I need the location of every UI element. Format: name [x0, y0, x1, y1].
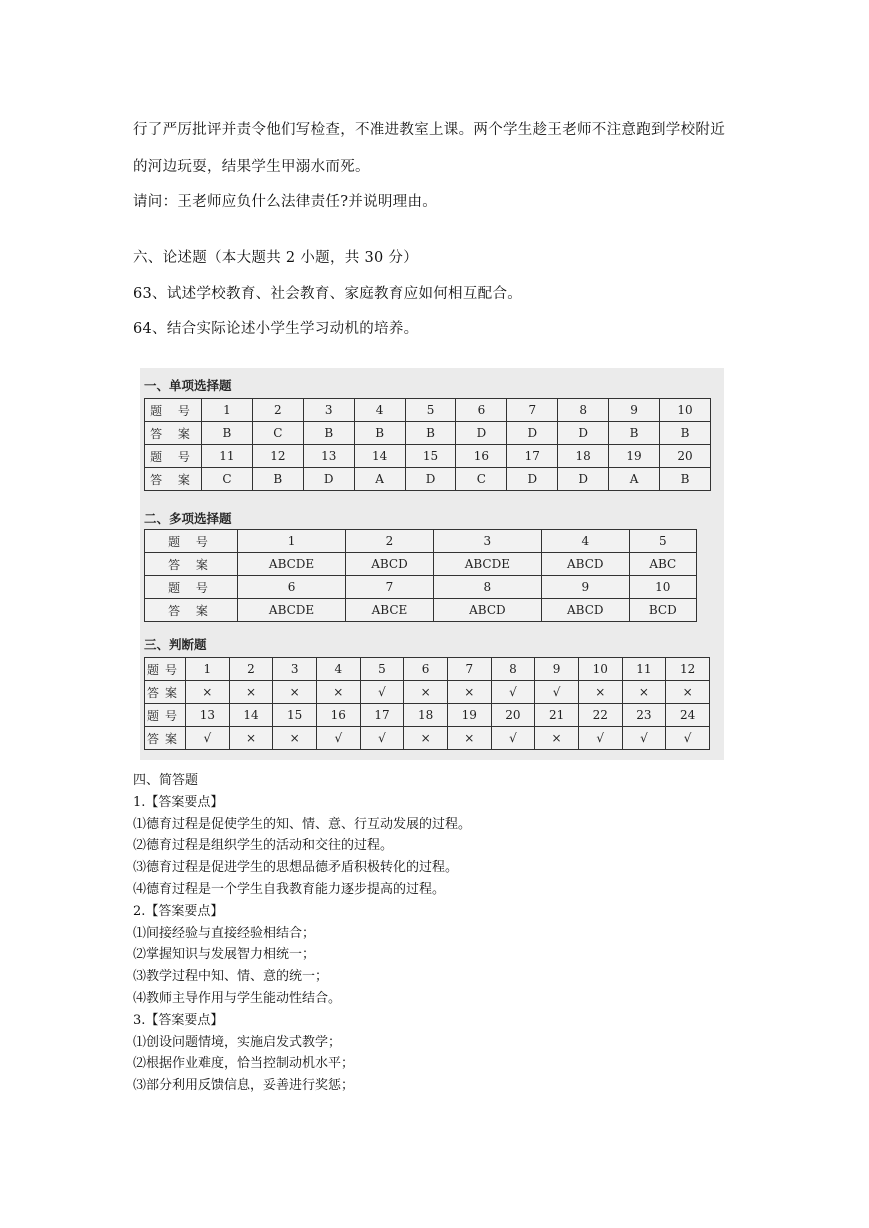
row-label: 答 案	[145, 422, 202, 445]
answer-row	[145, 727, 710, 750]
answer-cell: ×	[273, 681, 317, 704]
answer-cell: ×	[404, 727, 448, 750]
question-number-cell: 12	[252, 445, 303, 468]
answer-point-line: ⑵德育过程是组织学生的活动和交往的过程。	[133, 838, 394, 854]
answer-cell: √	[622, 727, 666, 750]
question-number-cell: 19	[447, 704, 491, 727]
single-choice-title: 一、单项选择题	[144, 378, 232, 393]
short-answer-section	[133, 770, 471, 1097]
answer-cell: C	[252, 422, 303, 445]
question-number-cell: 10	[660, 399, 711, 422]
question-number-cell: 21	[535, 704, 579, 727]
question-number-cell: 3	[303, 399, 354, 422]
answer-cell: √	[360, 727, 404, 750]
answer-cell: B	[660, 422, 711, 445]
row-label: 答 案	[145, 468, 202, 491]
answer-cell: A	[609, 468, 660, 491]
question-number-cell: 2	[346, 530, 434, 553]
question-number-cell: 8	[491, 658, 535, 681]
answer-cell: ×	[404, 681, 448, 704]
answer-cell: √	[666, 727, 710, 750]
answer-cell: D	[507, 468, 558, 491]
multi-choice-title: 二、多项选择题	[144, 511, 232, 526]
answer-cell: D	[405, 468, 456, 491]
answer-cell: ×	[229, 681, 273, 704]
question-number-cell: 18	[404, 704, 448, 727]
question-number-cell: 1	[238, 530, 346, 553]
question-number-cell: 11	[622, 658, 666, 681]
answer-point-line: ⑶部分利用反馈信息，妥善进行奖惩；	[133, 1078, 355, 1094]
number-row	[145, 399, 711, 422]
number-row	[145, 704, 710, 727]
answer-cell: ×	[229, 727, 273, 750]
row-label: 题号	[145, 658, 186, 681]
question-number-cell: 13	[303, 445, 354, 468]
answer-row	[145, 468, 711, 491]
question-64: 64、结合实际论述小学生学习动机的培养。	[133, 321, 419, 337]
question-number-cell: 3	[433, 530, 541, 553]
question-number-cell: 16	[456, 445, 507, 468]
answer-cell: ×	[273, 727, 317, 750]
answer-cell: B	[303, 422, 354, 445]
number-row	[145, 530, 697, 553]
answer-cell: D	[558, 468, 609, 491]
section-four-title: 四、简答题	[133, 773, 199, 788]
row-label: 题号	[145, 704, 186, 727]
answer-cell: √	[491, 727, 535, 750]
answer-point-line: 2.【答案要点】	[133, 903, 224, 919]
answer-cell: D	[558, 422, 609, 445]
answer-point-line: ⑷德育过程是一个学生自我教育能力逐步提高的过程。	[133, 881, 446, 897]
answer-cell: B	[405, 422, 456, 445]
question-number-cell: 6	[456, 399, 507, 422]
question-number-cell: 23	[622, 704, 666, 727]
answer-cell: ABCDE	[238, 553, 346, 576]
answer-cell: √	[360, 681, 404, 704]
question-number-cell: 18	[558, 445, 609, 468]
number-row	[145, 445, 711, 468]
answer-point-line: ⑶教学过程中知、情、意的统一；	[133, 969, 329, 985]
question-number-cell: 1	[186, 658, 230, 681]
question-number-cell: 5	[405, 399, 456, 422]
answer-cell: C	[202, 468, 253, 491]
question-text-line: 行了严厉批评并责令他们写检查，不准进教室上课。两个学生趁王老师不注意跑到学校附近	[133, 122, 725, 138]
question-prompt: 请问：王老师应负什么法律责任?并说明理由。	[133, 194, 438, 210]
answer-row	[145, 599, 697, 622]
answer-cell: D	[507, 422, 558, 445]
question-number-cell: 4	[316, 658, 360, 681]
question-number-cell: 9	[535, 658, 579, 681]
question-number-cell: 9	[541, 576, 629, 599]
question-number-cell: 8	[558, 399, 609, 422]
answer-cell: ×	[447, 681, 491, 704]
row-label: 题 号	[145, 576, 238, 599]
answer-cell: √	[186, 727, 230, 750]
question-number-cell: 20	[491, 704, 535, 727]
question-number-cell: 7	[346, 576, 434, 599]
answer-row	[145, 681, 710, 704]
question-number-cell: 2	[252, 399, 303, 422]
answer-cell: D	[303, 468, 354, 491]
answer-row	[145, 422, 711, 445]
question-63: 63、试述学校教育、社会教育、家庭教育应如何相互配合。	[133, 286, 523, 302]
question-number-cell: 22	[578, 704, 622, 727]
answer-cell: ABCD	[346, 553, 434, 576]
answer-point-line: ⑵掌握知识与发展智力相统一；	[133, 947, 316, 963]
row-label: 答案	[145, 681, 186, 704]
question-number-cell: 14	[354, 445, 405, 468]
answer-point-line: ⑴德育过程是促使学生的知、情、意、行互动发展的过程。	[133, 816, 472, 832]
true-false-title: 三、判断题	[144, 637, 207, 652]
row-label: 答 案	[145, 599, 238, 622]
question-number-cell: 12	[666, 658, 710, 681]
single-choice-answer-table	[144, 398, 711, 491]
answer-point-line: ⑶德育过程是促进学生的思想品德矛盾积极转化的过程。	[133, 860, 459, 876]
question-number-cell: 5	[360, 658, 404, 681]
answer-point-line: 1.【答案要点】	[133, 794, 224, 810]
answer-cell: √	[535, 681, 579, 704]
answer-cell: B	[660, 468, 711, 491]
question-number-cell: 10	[578, 658, 622, 681]
answer-cell: ×	[316, 681, 360, 704]
question-number-cell: 15	[405, 445, 456, 468]
question-number-cell: 8	[433, 576, 541, 599]
question-number-cell: 7	[447, 658, 491, 681]
answer-point-line: ⑷教师主导作用与学生能动性结合。	[133, 990, 342, 1006]
row-label: 题 号	[145, 530, 238, 553]
answer-cell: ×	[622, 681, 666, 704]
question-number-cell: 9	[609, 399, 660, 422]
answer-key-scan	[140, 368, 724, 760]
number-row	[145, 658, 710, 681]
question-number-cell: 4	[354, 399, 405, 422]
answer-cell: √	[578, 727, 622, 750]
answer-cell: ×	[666, 681, 710, 704]
question-number-cell: 6	[404, 658, 448, 681]
answer-cell: B	[202, 422, 253, 445]
answer-cell: √	[491, 681, 535, 704]
section-six-title: 六、论述题（本大题共 2 小题，共 30 分）	[133, 250, 419, 266]
answer-point-line: ⑵根据作业难度，恰当控制动机水平；	[133, 1056, 355, 1072]
question-number-cell: 15	[273, 704, 317, 727]
answer-cell: ABCDE	[238, 599, 346, 622]
question-number-cell: 5	[629, 530, 696, 553]
question-number-cell: 10	[629, 576, 696, 599]
question-number-cell: 2	[229, 658, 273, 681]
answer-cell: ABCD	[433, 599, 541, 622]
question-number-cell: 17	[507, 445, 558, 468]
answer-cell: D	[456, 422, 507, 445]
question-text-line: 的河边玩耍，结果学生甲溺水而死。	[133, 159, 370, 175]
question-number-cell: 13	[186, 704, 230, 727]
question-number-cell: 1	[202, 399, 253, 422]
question-number-cell: 14	[229, 704, 273, 727]
question-number-cell: 17	[360, 704, 404, 727]
answer-cell: ABCDE	[433, 553, 541, 576]
answer-cell: B	[609, 422, 660, 445]
multi-choice-answer-table	[144, 529, 697, 622]
question-number-cell: 19	[609, 445, 660, 468]
answer-point-line: ⑴间接经验与直接经验相结合；	[133, 925, 316, 941]
answer-cell: ×	[447, 727, 491, 750]
answer-cell: BCD	[629, 599, 696, 622]
answer-cell: ×	[186, 681, 230, 704]
answer-row	[145, 553, 697, 576]
question-number-cell: 3	[273, 658, 317, 681]
question-number-cell: 11	[202, 445, 253, 468]
answer-cell: √	[316, 727, 360, 750]
row-label: 题 号	[145, 399, 202, 422]
answer-cell: ×	[578, 681, 622, 704]
answer-point-line: 3.【答案要点】	[133, 1012, 224, 1028]
row-label: 答案	[145, 727, 186, 750]
answer-cell: A	[354, 468, 405, 491]
answer-cell: ABCD	[541, 553, 629, 576]
answer-cell: ABCE	[346, 599, 434, 622]
row-label: 题 号	[145, 445, 202, 468]
question-number-cell: 4	[541, 530, 629, 553]
answer-cell: ×	[535, 727, 579, 750]
answer-cell: B	[354, 422, 405, 445]
question-number-cell: 16	[316, 704, 360, 727]
answer-point-line: ⑴创设问题情境，实施启发式教学；	[133, 1034, 342, 1050]
true-false-answer-table	[144, 657, 710, 750]
answer-cell: C	[456, 468, 507, 491]
answer-cell: B	[252, 468, 303, 491]
question-number-cell: 20	[660, 445, 711, 468]
answer-cell: ABCD	[541, 599, 629, 622]
number-row	[145, 576, 697, 599]
question-number-cell: 24	[666, 704, 710, 727]
answer-cell: ABC	[629, 553, 696, 576]
question-number-cell: 7	[507, 399, 558, 422]
row-label: 答 案	[145, 553, 238, 576]
question-number-cell: 6	[238, 576, 346, 599]
